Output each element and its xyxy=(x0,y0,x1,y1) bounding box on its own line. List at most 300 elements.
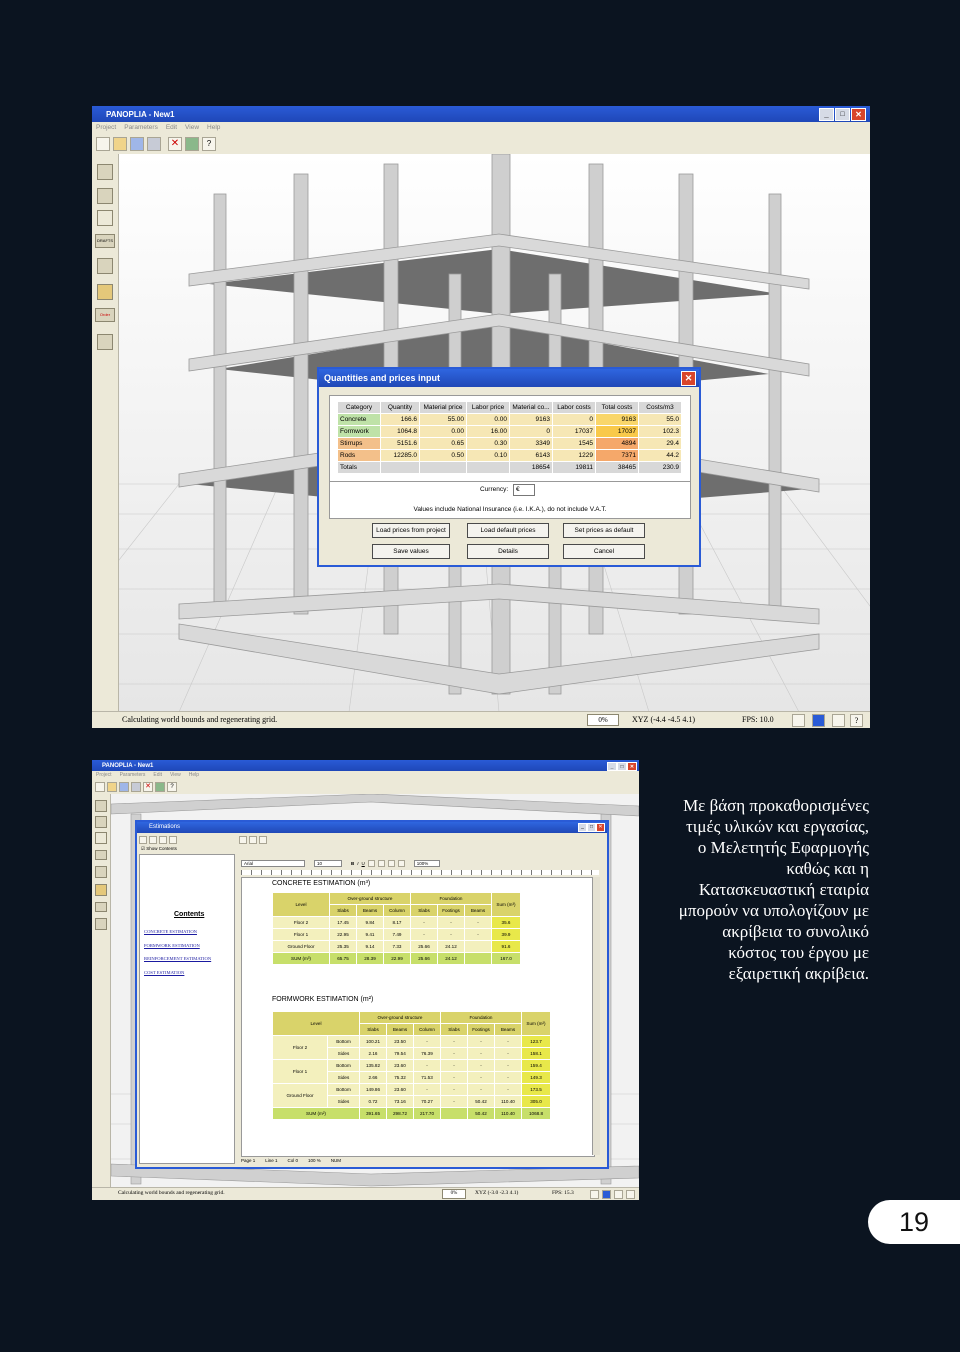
zoom-select[interactable]: 100% xyxy=(414,860,440,867)
ruler xyxy=(241,870,599,875)
cell[interactable]: 0.00 xyxy=(420,426,467,438)
link-cost-estimation[interactable]: COST ESTIMATION xyxy=(144,969,185,975)
cell: 23.60 xyxy=(387,1084,414,1096)
cell: - xyxy=(468,1084,495,1096)
col-labor-price: Labor price xyxy=(467,402,510,414)
save-icon[interactable] xyxy=(130,137,144,151)
cell: Sides xyxy=(328,1072,360,1084)
cell: 65.75 xyxy=(330,953,357,965)
dialog-close-icon[interactable]: ✕ xyxy=(681,371,696,386)
settings-icon[interactable] xyxy=(614,1190,623,1199)
estimation-document xyxy=(241,877,595,1157)
cell: 9.84 xyxy=(357,917,384,929)
sum-row xyxy=(273,953,521,965)
subcol: Slabs xyxy=(441,1024,468,1036)
status-bar xyxy=(92,711,870,728)
formwork-table xyxy=(272,1011,551,1120)
cell: - xyxy=(438,929,465,941)
cell: 25.66 xyxy=(411,941,438,953)
status-progress: 0% xyxy=(587,714,619,726)
link-formwork-estimation[interactable]: FORMWORK ESTIMATION xyxy=(144,942,200,948)
insurance-note: Values include National Insurance (i.e. I.K.A.), do not include V.A.T. xyxy=(413,506,607,513)
cell xyxy=(467,462,510,474)
estimations-window xyxy=(135,820,609,1169)
table-row[interactable] xyxy=(338,426,682,438)
cell: Floor 2 xyxy=(273,917,330,929)
app-titlebar xyxy=(92,106,870,122)
menu-help[interactable]: Help xyxy=(188,772,200,778)
slab-tool-icon[interactable] xyxy=(95,832,107,844)
col-material-price: Material price xyxy=(420,402,467,414)
cell: 1064.8 xyxy=(381,426,420,438)
cell: 75.32 xyxy=(387,1072,414,1084)
format-toolbar xyxy=(241,858,601,868)
cell: - xyxy=(495,1048,522,1060)
subcol: Footings xyxy=(468,1024,495,1036)
delete-icon[interactable]: ✕ xyxy=(143,782,153,792)
cell: 71.53 xyxy=(414,1072,441,1084)
table-header-row xyxy=(273,893,521,905)
cell: - xyxy=(438,917,465,929)
subcol: Column xyxy=(414,1024,441,1036)
minimize-icon[interactable]: _ xyxy=(607,762,617,771)
order-icon[interactable] xyxy=(95,902,107,912)
cell: 25.35 xyxy=(330,941,357,953)
cell: 50.42 xyxy=(468,1096,495,1108)
cell: 9163 xyxy=(510,414,553,426)
open-folder-icon[interactable] xyxy=(113,137,127,151)
cell: - xyxy=(441,1048,468,1060)
cell: 29.4 xyxy=(639,438,682,450)
cell: 22.95 xyxy=(330,929,357,941)
cell: 12285.0 xyxy=(381,450,420,462)
footing-tool-icon[interactable] xyxy=(95,866,107,878)
formwork-heading: FORMWORK ESTIMATION (m²) xyxy=(272,996,374,1003)
status-col: Col 0 xyxy=(287,1158,299,1163)
page-number: 19 xyxy=(868,1200,960,1244)
cell xyxy=(465,953,492,965)
open-folder-icon[interactable] xyxy=(107,782,117,792)
close-icon[interactable]: ✕ xyxy=(627,762,637,771)
beam-tool-icon[interactable] xyxy=(95,816,107,828)
cell: - xyxy=(468,1072,495,1084)
cell: 159.4 xyxy=(522,1060,551,1072)
quantities-prices-dialog xyxy=(317,367,701,567)
cell[interactable]: 0.10 xyxy=(467,450,510,462)
table-row[interactable] xyxy=(338,438,682,450)
cell: Sides xyxy=(328,1096,360,1108)
cell: 9.14 xyxy=(357,941,384,953)
stair-tool-icon[interactable] xyxy=(95,884,107,896)
cell[interactable]: 0.50 xyxy=(420,450,467,462)
cell: Floor 1 xyxy=(273,1060,328,1084)
cell: 35.6 xyxy=(492,917,521,929)
column-tool-icon[interactable] xyxy=(97,164,113,180)
cell: 24.12 xyxy=(438,953,465,965)
estimations-titlebar xyxy=(137,822,607,833)
concrete-table xyxy=(272,892,521,965)
contents-pane xyxy=(139,854,235,1164)
document-scrollbar[interactable] xyxy=(592,877,600,1155)
menu-bar xyxy=(92,771,639,780)
totals-row xyxy=(338,462,682,474)
copy-icon[interactable] xyxy=(147,137,161,151)
cell: 73.16 xyxy=(387,1096,414,1108)
cell: 167.0 xyxy=(492,953,521,965)
cell: 24.12 xyxy=(438,941,465,953)
paste-icon[interactable] xyxy=(169,836,177,844)
cell: - xyxy=(441,1096,468,1108)
cell: 50.42 xyxy=(468,1108,495,1120)
maximize-icon[interactable]: □ xyxy=(617,762,627,771)
minimize-icon[interactable]: _ xyxy=(819,108,834,121)
cell: 19811 xyxy=(553,462,596,474)
currency-panel xyxy=(329,481,691,519)
details-button[interactable]: Details xyxy=(467,544,549,559)
cell: 79.54 xyxy=(387,1048,414,1060)
cell: 135.82 xyxy=(360,1060,387,1072)
status-xyz: XYZ (-4.4 -4.5 4.1) xyxy=(632,715,696,724)
cell: 2.66 xyxy=(360,1072,387,1084)
cancel-button[interactable]: Cancel xyxy=(563,544,645,559)
cell: 7.49 xyxy=(384,929,411,941)
cell xyxy=(420,462,467,474)
print-icon[interactable] xyxy=(139,836,147,844)
cell: SUM (m²) xyxy=(273,1108,360,1120)
footing-tool-icon[interactable] xyxy=(97,258,113,274)
cell: Ground Floor xyxy=(273,941,330,953)
cell: 44.2 xyxy=(639,450,682,462)
app-title: PANOPLIA - New1 xyxy=(106,109,175,119)
screenshot-quantities-dialog xyxy=(92,106,870,728)
quantities-table xyxy=(337,401,682,474)
settings-icon[interactable] xyxy=(832,714,845,727)
close-icon[interactable]: ✕ xyxy=(851,108,866,121)
left-tool-palette xyxy=(92,154,119,712)
cell: - xyxy=(414,1036,441,1048)
contents-links xyxy=(144,925,211,979)
cell: 230.9 xyxy=(639,462,682,474)
cell: 7.33 xyxy=(384,941,411,953)
copy-icon[interactable] xyxy=(131,782,141,792)
contents-heading: Contents xyxy=(174,911,205,918)
cell: Floor 1 xyxy=(273,929,330,941)
menu-edit[interactable]: Edit xyxy=(165,124,178,131)
cell[interactable]: 16.00 xyxy=(467,426,510,438)
cell: - xyxy=(468,1048,495,1060)
view-3d-icon[interactable] xyxy=(155,782,165,792)
cell: Stirrups xyxy=(338,438,381,450)
currency-input[interactable]: € xyxy=(513,484,535,496)
cell: 0 xyxy=(510,426,553,438)
cell: 18654 xyxy=(510,462,553,474)
cell: SUM (m³) xyxy=(273,953,330,965)
document-status-bar xyxy=(241,1156,601,1165)
cell[interactable]: 55.00 xyxy=(420,414,467,426)
save-values-button[interactable]: Save values xyxy=(372,544,450,559)
cell: 91.6 xyxy=(492,941,521,953)
cell[interactable]: 0.30 xyxy=(467,438,510,450)
align-right-icon[interactable] xyxy=(388,860,395,867)
cell: Bottom xyxy=(328,1060,360,1072)
cell: 3349 xyxy=(510,438,553,450)
cell: - xyxy=(441,1036,468,1048)
status-line: Line 1 xyxy=(265,1158,278,1163)
status-bar xyxy=(92,1187,639,1200)
subcol: Slabs xyxy=(360,1024,387,1036)
undo-icon[interactable] xyxy=(239,836,247,844)
drafts-label: DRAFTS xyxy=(97,238,113,243)
delete-icon[interactable]: ✕ xyxy=(168,137,182,151)
status-xyz: XYZ (-3.0 -2.3 4.1) xyxy=(475,1190,519,1196)
cell: 1229 xyxy=(553,450,596,462)
cell: 158.1 xyxy=(522,1048,551,1060)
bold-icon[interactable]: B xyxy=(351,860,355,866)
status-fps: FPS: 10.0 xyxy=(742,715,774,724)
mode-m-icon[interactable] xyxy=(812,714,825,727)
order-icon[interactable] xyxy=(95,308,115,322)
cell: 298.72 xyxy=(387,1108,414,1120)
col-labor-costs: Labor costs xyxy=(553,402,596,414)
cell: 38465 xyxy=(596,462,639,474)
subcol: Slabs xyxy=(411,905,438,917)
table-row[interactable] xyxy=(338,414,682,426)
cell: - xyxy=(441,1084,468,1096)
cell[interactable]: 0.00 xyxy=(467,414,510,426)
menu-view[interactable]: View xyxy=(170,772,181,778)
cell xyxy=(381,462,420,474)
status-num: NUM xyxy=(330,1158,342,1163)
find-icon[interactable] xyxy=(259,836,267,844)
help-icon[interactable]: ? xyxy=(167,782,177,792)
cell: - xyxy=(414,1060,441,1072)
subcol: Beams xyxy=(495,1024,522,1036)
sum-header: Sum (m²) xyxy=(522,1012,551,1036)
mode-m-icon[interactable] xyxy=(602,1190,611,1199)
show-contents-checkbox[interactable]: ☑ Show Contents xyxy=(141,846,177,851)
maximize-icon[interactable]: □ xyxy=(587,823,596,832)
table-row xyxy=(273,929,521,941)
sum-row xyxy=(273,1108,551,1120)
cell: 70.27 xyxy=(414,1096,441,1108)
cell: 17037 xyxy=(596,426,639,438)
cell: Bottom xyxy=(328,1084,360,1096)
camera-icon[interactable] xyxy=(792,714,805,727)
subcol: Slabs xyxy=(330,905,357,917)
cell: - xyxy=(411,917,438,929)
report-tool-icon[interactable] xyxy=(95,918,107,930)
currency-label: Currency: xyxy=(480,486,509,493)
left-tool-palette xyxy=(92,794,111,1188)
cell: 391.65 xyxy=(360,1108,387,1120)
cell: - xyxy=(411,929,438,941)
load-project-prices-button[interactable]: Load prices from project xyxy=(372,523,450,538)
menu-parameters[interactable]: Parameters xyxy=(119,772,146,778)
toolbar xyxy=(92,134,870,155)
app-title: PANOPLIA - New1 xyxy=(102,762,154,769)
table-row xyxy=(273,1084,551,1096)
view-3d-icon[interactable] xyxy=(185,137,199,151)
col-total-costs: Total costs xyxy=(596,402,639,414)
foundation-header: Foundation xyxy=(411,893,492,905)
report-tool-icon[interactable] xyxy=(97,334,113,350)
cell: 149.86 xyxy=(360,1084,387,1096)
cell: 110.40 xyxy=(495,1108,522,1120)
cell: 23.50 xyxy=(387,1036,414,1048)
status-page: Page 1 xyxy=(241,1158,256,1163)
table-row xyxy=(273,941,521,953)
menu-bar xyxy=(92,122,870,134)
menu-parameters[interactable]: Parameters xyxy=(124,124,158,131)
cell: 1068.8 xyxy=(522,1108,551,1120)
help-icon[interactable]: ? xyxy=(202,137,216,151)
justify-icon[interactable] xyxy=(398,860,405,867)
cell: 6143 xyxy=(510,450,553,462)
status-help-icon[interactable]: ? xyxy=(850,714,863,727)
link-reinforcement-estimation[interactable]: REINFORCEMENT ESTIMATION xyxy=(144,956,212,961)
cut-icon[interactable] xyxy=(149,836,157,844)
copy-icon[interactable] xyxy=(159,836,167,844)
menu-edit[interactable]: Edit xyxy=(153,772,163,778)
cell: 9163 xyxy=(596,414,639,426)
cell: - xyxy=(441,1072,468,1084)
menu-project[interactable]: Project xyxy=(96,124,117,131)
cell: 22.99 xyxy=(384,953,411,965)
status-progress: 0% xyxy=(442,1189,466,1199)
cell[interactable]: 0.65 xyxy=(420,438,467,450)
cell: 4894 xyxy=(596,438,639,450)
table-header-row xyxy=(338,402,682,414)
cell: 76.39 xyxy=(414,1048,441,1060)
cell: 17.45 xyxy=(330,917,357,929)
caption-text: Με βάση προκαθορισμένες τιμές υλικών και εργασίας, ο Μελετητής Εφαρμογής καθώς και η Κατασκευαστική εταιρία μπορούν να υπολογίζουν με ακρίβεια το συνολικό κόστος του έργου με εξαιρετική ακρίβεια. xyxy=(678,796,869,983)
level-header: Level xyxy=(273,893,330,917)
level-header: Level xyxy=(273,1012,360,1036)
cell: 25.66 xyxy=(411,953,438,965)
underline-icon[interactable]: U xyxy=(361,860,365,866)
cell: Concrete xyxy=(338,414,381,426)
over-ground-header: Over-ground structure xyxy=(360,1012,441,1024)
app-titlebar xyxy=(92,760,639,771)
subcol: Beams xyxy=(465,905,492,917)
col-category: Category xyxy=(338,402,381,414)
estimations-toolbar xyxy=(139,835,599,845)
status-help-icon[interactable] xyxy=(626,1190,635,1199)
show-contents-label: Show Contents xyxy=(146,846,177,851)
col-quantity: Quantity xyxy=(381,402,420,414)
status-text: Calculating world bounds and regenerating grid. xyxy=(122,715,278,724)
set-default-prices-button[interactable]: Set prices as default xyxy=(563,523,645,538)
new-file-icon[interactable] xyxy=(96,137,110,151)
cell xyxy=(441,1108,468,1120)
cell: Bottom xyxy=(328,1036,360,1048)
cell: - xyxy=(465,929,492,941)
cell: - xyxy=(414,1084,441,1096)
align-center-icon[interactable] xyxy=(378,860,385,867)
over-ground-header: Over-ground structure xyxy=(330,893,411,905)
dialog-title: Quantities and prices input xyxy=(324,373,441,383)
cell: - xyxy=(495,1084,522,1096)
estimations-title: Estimations xyxy=(149,824,181,830)
drafts-icon[interactable] xyxy=(95,850,107,860)
status-fps: FPS: 15.3 xyxy=(552,1190,574,1196)
table-row xyxy=(273,917,521,929)
cell: 8.17 xyxy=(384,917,411,929)
subcol: Beams xyxy=(387,1024,414,1036)
cell: Floor 2 xyxy=(273,1036,328,1060)
cell: 55.0 xyxy=(639,414,682,426)
cell: - xyxy=(468,1060,495,1072)
cell: 28.39 xyxy=(357,953,384,965)
italic-icon[interactable]: I xyxy=(357,860,359,866)
beam-tool-icon[interactable] xyxy=(97,188,113,204)
table-row[interactable] xyxy=(338,450,682,462)
align-left-icon[interactable] xyxy=(368,860,375,867)
cell: 39.9 xyxy=(492,929,521,941)
subcol: Column xyxy=(384,905,411,917)
cell: - xyxy=(441,1060,468,1072)
menu-project[interactable]: Project xyxy=(96,772,112,778)
load-default-prices-button[interactable]: Load default prices xyxy=(467,523,549,538)
cell: 149.3 xyxy=(522,1072,551,1084)
font-name-select[interactable]: Arial xyxy=(241,860,305,867)
redo-icon[interactable] xyxy=(249,836,257,844)
cell: 217.70 xyxy=(414,1108,441,1120)
cell: 17037 xyxy=(553,426,596,438)
sum-header: Sum (m³) xyxy=(492,893,521,917)
table-row xyxy=(273,1060,551,1072)
cell: 5151.6 xyxy=(381,438,420,450)
status-text: Calculating world bounds and regenerating grid. xyxy=(118,1190,225,1196)
slab-tool-icon[interactable] xyxy=(97,210,113,226)
cell: Sides xyxy=(328,1048,360,1060)
font-size-select[interactable]: 10 xyxy=(314,860,342,867)
column-tool-icon[interactable] xyxy=(95,800,107,812)
stair-tool-icon[interactable] xyxy=(97,284,113,300)
table-header-row xyxy=(273,1012,551,1024)
cell: 0 xyxy=(553,414,596,426)
cell: 110.40 xyxy=(495,1096,522,1108)
camera-icon[interactable] xyxy=(590,1190,599,1199)
status-zoom: 100 % xyxy=(308,1158,321,1163)
minimize-icon[interactable]: _ xyxy=(578,823,587,832)
new-file-icon[interactable] xyxy=(95,782,105,792)
cell xyxy=(465,941,492,953)
cell: 7371 xyxy=(596,450,639,462)
menu-help[interactable]: Help xyxy=(207,124,221,131)
cell: 166.6 xyxy=(381,414,420,426)
col-material-costs: Material co... xyxy=(510,402,553,414)
screenshot-estimations-window xyxy=(92,760,639,1200)
cell: 23.60 xyxy=(387,1060,414,1072)
cell: - xyxy=(468,1036,495,1048)
close-icon[interactable]: ✕ xyxy=(596,823,605,832)
subcol: Footings xyxy=(438,905,465,917)
table-row xyxy=(273,1036,551,1048)
cell: Ground Floor xyxy=(273,1084,328,1108)
save-icon[interactable] xyxy=(119,782,129,792)
link-concrete-estimation[interactable]: CONCRETE ESTIMATION xyxy=(144,929,197,934)
cell: 100.21 xyxy=(360,1036,387,1048)
3d-viewport[interactable] xyxy=(119,154,870,712)
cell: 9.41 xyxy=(357,929,384,941)
maximize-icon[interactable]: □ xyxy=(835,108,850,121)
menu-view[interactable]: View xyxy=(185,124,200,131)
drafts-icon[interactable] xyxy=(95,234,115,248)
concrete-heading: CONCRETE ESTIMATION (m³) xyxy=(272,880,371,887)
cell: Rods xyxy=(338,450,381,462)
cell: - xyxy=(495,1072,522,1084)
